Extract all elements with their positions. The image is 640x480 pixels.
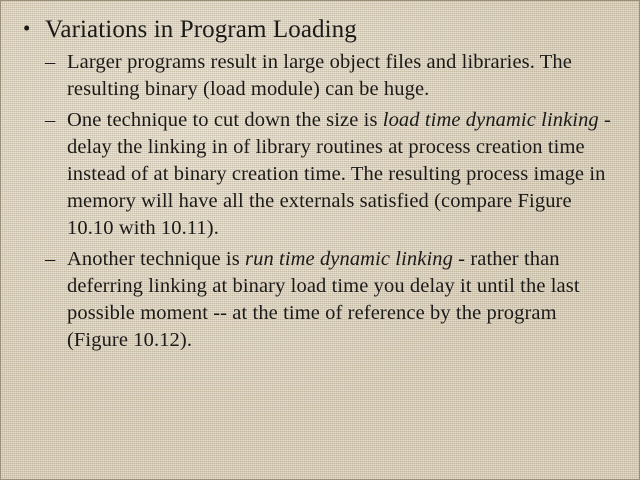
emphasized-text: run time dynamic linking bbox=[245, 247, 453, 270]
plain-text: - delay the linking in of library routines at process creation time instead of at binary creation time. The resulting process image in memory will have all the externals satisfied (compare Figure 10.10 with 10.11). bbox=[67, 108, 611, 239]
list-item bbox=[45, 246, 621, 354]
emphasized-text: load time dynamic linking bbox=[382, 108, 599, 131]
sub-bullet-list bbox=[45, 49, 621, 355]
page-title: Variations in Program Loading bbox=[45, 16, 357, 43]
plain-text: Larger programs result in large object files and libraries. The resulting binary (load module) can be huge. bbox=[67, 50, 572, 100]
plain-text: One technique to cut down the size is bbox=[67, 108, 383, 131]
bullet-level1-marker: • bbox=[23, 16, 31, 40]
list-item-text bbox=[67, 51, 572, 100]
bullet-level2-marker: – bbox=[45, 247, 56, 270]
slide-outline bbox=[17, 15, 621, 354]
bullet-level2-marker: – bbox=[45, 108, 56, 131]
list-item bbox=[45, 107, 621, 242]
list-item-text bbox=[67, 109, 611, 239]
list-item-text bbox=[67, 248, 580, 351]
slide-title-bullet bbox=[17, 15, 621, 354]
plain-text: - rather than deferring linking at binary load time you delay it until the last possible moment -- at the time of reference by the program (Figure 10.12). bbox=[67, 247, 580, 351]
plain-text: Another technique is bbox=[67, 247, 246, 270]
list-item bbox=[45, 49, 621, 103]
bullet-level2-marker: – bbox=[45, 50, 56, 73]
